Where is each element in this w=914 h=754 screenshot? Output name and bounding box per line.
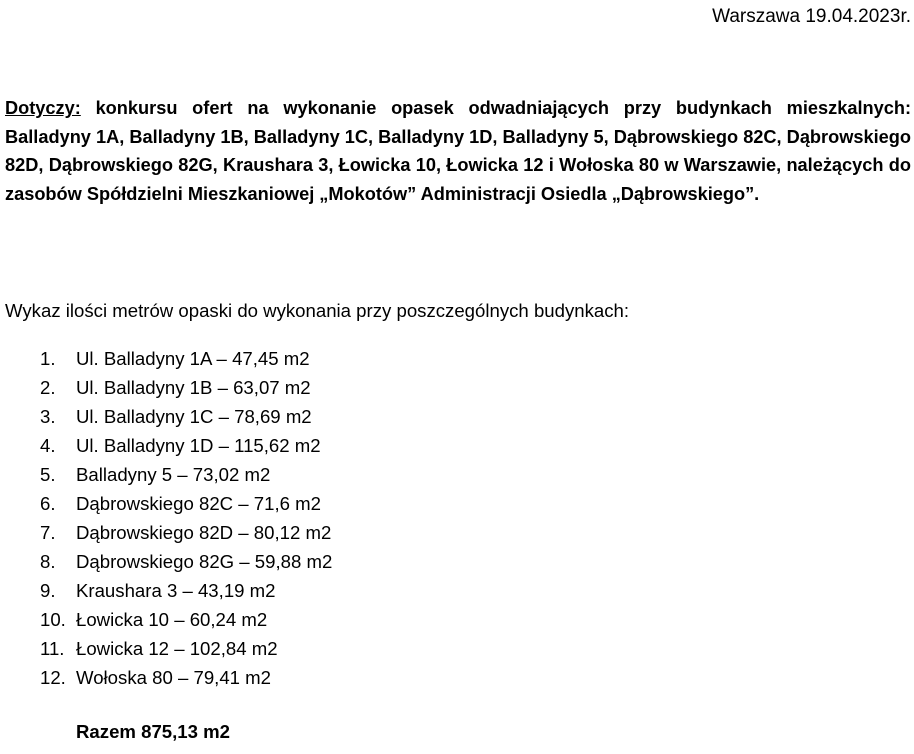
item-number: 11. [40,638,65,659]
item-number: 10. [40,609,66,630]
item-number: 1. [40,348,56,369]
item-text: Ul. Balladyny 1B – 63,07 m2 [76,377,311,398]
item-number: 2. [40,377,56,398]
item-text: Dąbrowskiego 82D – 80,12 m2 [76,522,332,543]
item-number: 5. [40,464,56,485]
item-number: 6. [40,493,56,514]
item-number: 7. [40,522,56,543]
document-date: Warszawa 19.04.2023r. [712,6,911,27]
item-text: Wołoska 80 – 79,41 m2 [76,667,272,688]
subject-label: Dotyczy: [5,98,81,118]
subject-text: konkursu ofert na wykonanie opasek odwadniających przy budynkach mieszkalnych: Balladyny 1A, Balladyny 1B, Balladyny 1C, Balladyny 1D, Balladyny 5, Dąbrowskiego 82C, Dąbrowskiego 82D, Dąbrowskiego 82G, Kraushara 3, Łowicka 10, Łowicka 12 i Wołoska 80 w Warszawie, należących do zasobów Spółdzielni Mieszkaniowej „Mokotów” Administracji Osiedla „Dąbrowskiego”. [5,98,912,205]
item-number: 4. [40,435,56,456]
subject-paragraph [5,94,911,209]
item-text: Kraushara 3 – 43,19 m2 [76,580,276,601]
item-text: Ul. Balladyny 1C – 78,69 m2 [76,406,312,427]
item-text: Łowicka 10 – 60,24 m2 [76,609,268,630]
item-text: Balladyny 5 – 73,02 m2 [76,464,271,485]
item-text: Ul. Balladyny 1D – 115,62 m2 [76,435,321,456]
item-number: 9. [40,580,56,601]
item-text: Dąbrowskiego 82C – 71,6 m2 [76,493,321,514]
item-number: 8. [40,551,56,572]
item-text: Ul. Balladyny 1A – 47,45 m2 [76,348,310,369]
item-text: Łowicka 12 – 102,84 m2 [76,638,278,659]
item-text: Dąbrowskiego 82G – 59,88 m2 [76,551,333,572]
list-intro: Wykaz ilości metrów opaski do wykonania przy poszczególnych budynkach: [5,300,630,321]
total-line: Razem 875,13 m2 [76,721,231,742]
item-number: 3. [40,406,56,427]
item-number: 12. [40,667,66,688]
